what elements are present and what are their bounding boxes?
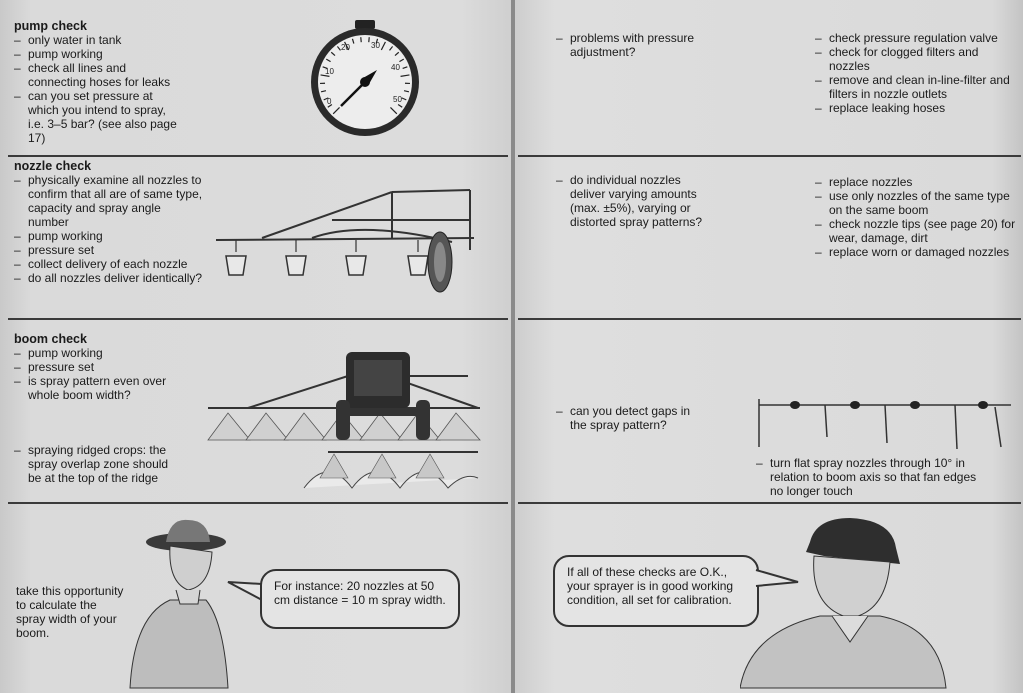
nozzle-check-title: nozzle check <box>14 159 92 173</box>
nozzle-problem <box>556 173 716 229</box>
gauge-tick-label: 0 <box>327 97 332 106</box>
right-speech-bubble: If all of these checks are O.K., your sprayer is in good working condition, all set for calibration. <box>553 555 759 627</box>
boom-solution <box>756 456 992 498</box>
divider-right-2 <box>518 318 1021 320</box>
boom-solution-item: – turn flat spray nozzles through 10° in relation to boom axis so that fan edges no longer touch <box>756 456 992 498</box>
pump-solutions <box>815 31 1015 115</box>
nozzle-check-item: – pressure set <box>14 243 204 257</box>
nozzle-solutions <box>815 175 1020 259</box>
nozzle-check-item: – do all nozzles deliver identically? <box>14 271 204 285</box>
pump-solution-item: – remove and clean in-line-filter and filters in nozzle outlets <box>815 73 1015 101</box>
boom-check-title: boom check <box>14 332 87 346</box>
ridge-section <box>14 443 174 485</box>
pump-problem-item: – problems with pressure adjustment? <box>556 31 726 59</box>
ridge-item: – spraying ridged crops: the spray overlap zone should be at the top of the ridge <box>14 443 174 485</box>
farmer-with-cap-illustration <box>740 512 950 690</box>
pump-solution-item: – replace leaking hoses <box>815 101 1015 115</box>
pump-check-list <box>14 33 184 145</box>
divider-right-3 <box>518 502 1021 504</box>
boom-check-item: – is spray pattern even over whole boom width? <box>14 374 194 402</box>
pump-solution-item: – check pressure regulation valve <box>815 31 1015 45</box>
boom-check-section <box>14 332 194 402</box>
divider-left-1 <box>8 155 508 157</box>
calculation-note: take this opportunity to calculate the spray width of your boom. <box>16 584 124 640</box>
gauge-tick-label: 40 <box>391 63 400 72</box>
pressure-gauge-icon <box>305 18 425 138</box>
nozzle-solution-item: – use only nozzles of the same type on the same boom <box>815 189 1020 217</box>
page-gutter <box>511 0 515 693</box>
pump-check-item: – pump working <box>14 47 184 61</box>
boom-check-list <box>14 346 194 402</box>
boom-problem <box>556 404 706 432</box>
boom-with-buckets-illustration <box>212 180 482 298</box>
pump-solution-item: – check for clogged filters and nozzles <box>815 45 1015 73</box>
pump-problem <box>556 31 726 59</box>
boom-problem-item: – can you detect gaps in the spray pattern? <box>556 404 706 432</box>
gauge-tick-label: 20 <box>341 43 350 52</box>
nozzle-solution-item: – check nozzle tips (see page 20) for wear, damage, dirt <box>815 217 1020 245</box>
gauge-tick-label: 10 <box>325 67 334 76</box>
pump-check-item: – check all lines and connecting hoses for leaks <box>14 61 184 89</box>
nozzle-solution-item: – replace worn or damaged nozzles <box>815 245 1020 259</box>
nozzle-check-item: – physically examine all nozzles to confirm that all are of same type, capacity and spray angle number <box>14 173 204 229</box>
nozzle-check-item: – collect delivery of each nozzle <box>14 257 204 271</box>
pump-check-item: – only water in tank <box>14 33 184 47</box>
pump-check-section <box>14 19 184 145</box>
pump-check-item: – can you set pressure at which you intend to spray, i.e. 3–5 bar? (see also page 17) <box>14 89 184 145</box>
nozzle-gap-boom-illustration <box>755 393 1017 453</box>
divider-left-2 <box>8 318 508 320</box>
nozzle-problem-item: – do individual nozzles deliver varying amounts (max. ±5%), varying or distorted spray patterns? <box>556 173 716 229</box>
boom-check-item: – pump working <box>14 346 194 360</box>
gauge-tick-label: 30 <box>371 41 380 50</box>
divider-left-3 <box>8 502 508 504</box>
divider-right-1 <box>518 155 1021 157</box>
left-speech-bubble: For instance: 20 nozzles at 50 cm distance = 10 m spray width. <box>260 569 460 629</box>
nozzle-check-item: – pump working <box>14 229 204 243</box>
nozzle-check-list <box>14 173 204 285</box>
nozzle-solution-item: – replace nozzles <box>815 175 1020 189</box>
gauge-tick-label: 50 <box>393 95 402 104</box>
pump-check-title: pump check <box>14 19 87 33</box>
tractor-boom-spray-illustration <box>188 338 496 498</box>
boom-check-item: – pressure set <box>14 360 194 374</box>
nozzle-check-section <box>14 159 204 285</box>
